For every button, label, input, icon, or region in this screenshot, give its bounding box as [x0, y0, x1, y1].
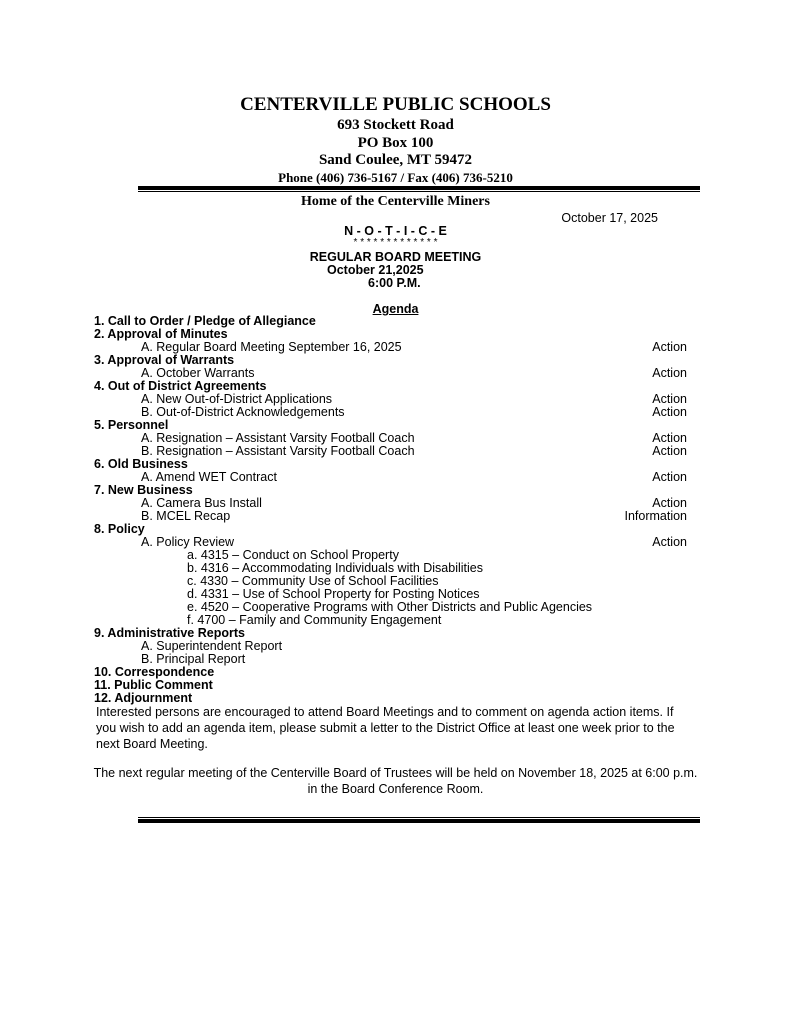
header-rule-thin [138, 191, 700, 192]
meeting-date: October 21,2025 [327, 263, 424, 277]
address-po-box: PO Box 100 [357, 135, 434, 151]
action-label: Action [652, 496, 687, 510]
action-label: Action [652, 470, 687, 484]
school-name: CENTERVILLE PUBLIC SCHOOLS [240, 94, 551, 115]
action-label: Action [652, 366, 687, 380]
agenda-item-4a: A. New Out-of-District Applications [141, 392, 333, 406]
agenda-item-1: 1. Call to Order / Pledge of Allegiance [94, 314, 316, 328]
address-street: 693 Stockett Road [337, 117, 454, 133]
agenda-item-3: 3. Approval of Warrants [94, 353, 235, 367]
agenda-item-7: 7. New Business [94, 483, 193, 497]
notice-title: N - O - T - I - C - E [344, 224, 447, 238]
policy-item-b: b. 4316 – Accommodating Individuals with Disabilities [187, 561, 483, 575]
action-label: Action [652, 535, 687, 549]
agenda-item-8a: A. Policy Review [141, 535, 235, 549]
policy-item-e: e. 4520 – Cooperative Programs with Other Districts and Public Agencies [187, 600, 593, 614]
agenda-item-5: 5. Personnel [94, 418, 169, 432]
policy-item-f: f. 4700 – Family and Community Engagement [187, 613, 442, 627]
meeting-title: REGULAR BOARD MEETING [309, 250, 482, 264]
notice-stars: * * * * * * * * * * * * * [353, 237, 438, 248]
action-label: Action [652, 431, 687, 445]
action-label: Action [652, 444, 687, 458]
agenda-heading: Agenda [372, 302, 419, 316]
agenda-item-2a: A. Regular Board Meeting September 16, 2025 [141, 340, 402, 354]
information-label: Information [624, 509, 687, 523]
agenda-item-4: 4. Out of District Agreements [94, 379, 267, 393]
action-label: Action [652, 392, 687, 406]
agenda-item-12: 12. Adjournment [94, 691, 193, 705]
agenda-item-4b: B. Out-of-District Acknowledgements [141, 405, 345, 419]
address-city: Sand Coulee, MT 59472 [318, 152, 473, 168]
agenda-item-6: 6. Old Business [94, 457, 188, 471]
agenda-item-3a: A. October Warrants [141, 366, 255, 380]
phone-fax: Phone (406) 736-5167 / Fax (406) 736-5210 [278, 170, 513, 185]
agenda-item-7a: A. Camera Bus Install [141, 496, 262, 510]
agenda-item-8: 8. Policy [94, 522, 145, 536]
meeting-time: 6:00 P.M. [368, 276, 421, 290]
agenda-item-5a: A. Resignation – Assistant Varsity Football Coach [141, 431, 415, 445]
agenda-item-9: 9. Administrative Reports [94, 626, 245, 640]
agenda-item-2: 2. Approval of Minutes [94, 327, 228, 341]
notice-date: October 17, 2025 [561, 211, 658, 225]
action-label: Action [652, 405, 687, 419]
action-label: Action [652, 340, 687, 354]
next-meeting-paragraph: The next regular meeting of the Centerville Board of Trustees will be held on November 18, 2025 at 6:00 p.m. in the Board Conference Room. [93, 766, 698, 796]
agenda-item-6a: A. Amend WET Contract [141, 470, 277, 484]
policy-item-a: a. 4315 – Conduct on School Property [187, 548, 399, 562]
agenda-item-11: 11. Public Comment [94, 678, 213, 692]
interested-paragraph: Interested persons are encouraged to attend Board Meetings and to comment on agenda action items. If you wish to add an agenda item, please submit a letter to the District Office at least one week prior to the next Board Meeting. [96, 705, 675, 751]
agenda-item-5b: B. Resignation – Assistant Varsity Football Coach [141, 444, 415, 458]
policy-item-d: d. 4331 – Use of School Property for Posting Notices [187, 587, 480, 601]
agenda-item-9a: A. Superintendent Report [141, 639, 283, 653]
agenda-item-7b: B. MCEL Recap [141, 509, 231, 523]
motto: Home of the Centerville Miners [301, 194, 490, 209]
footer-rule-thick [138, 819, 700, 823]
policy-item-c: c. 4330 – Community Use of School Facilities [187, 574, 439, 588]
agenda-item-9b: B. Principal Report [141, 652, 246, 666]
header-rule-thick [138, 186, 700, 190]
agenda-item-10: 10. Correspondence [94, 665, 215, 679]
footer-rule-thin [138, 817, 700, 818]
